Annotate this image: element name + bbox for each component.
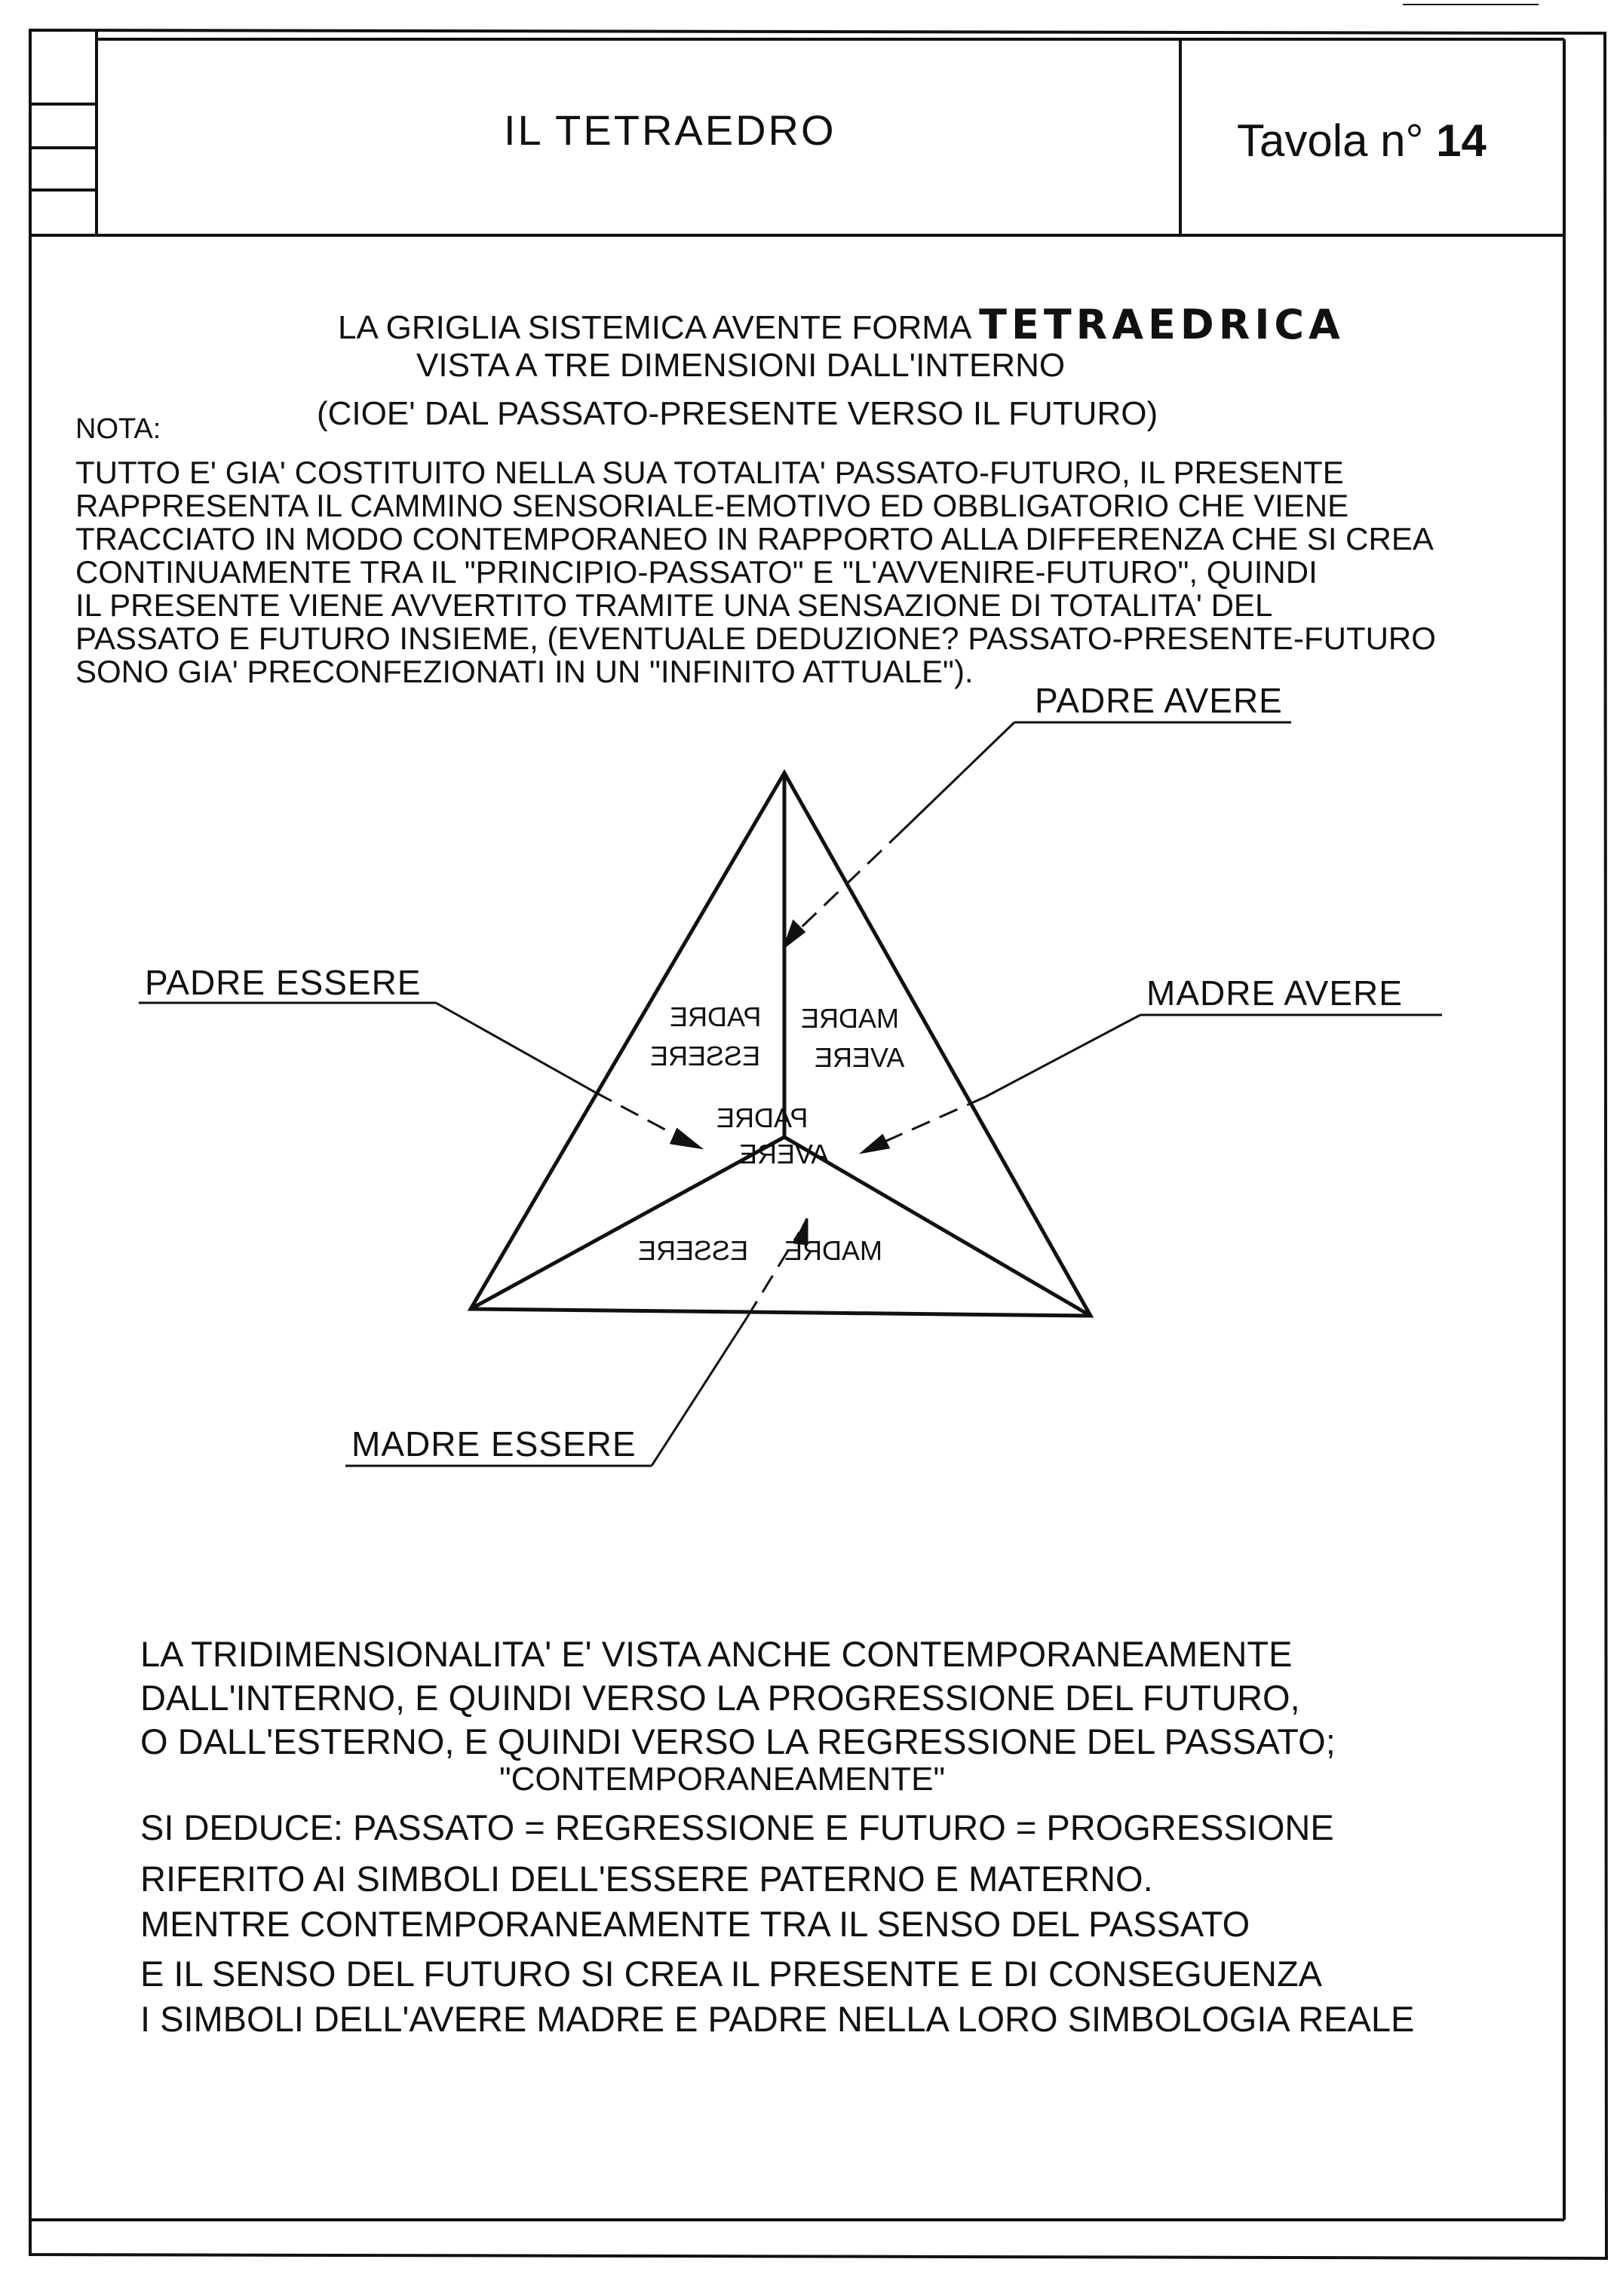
page-title: IL TETRAEDRO: [504, 106, 836, 154]
face-label-bottom-right: MADRE: [784, 1235, 883, 1266]
callout-madre-avere: MADRE AVERE: [1146, 973, 1403, 1013]
conclusion-line: RIFERITO AI SIMBOLI DELL'ESSERE PATERNO E MATERNO.: [140, 1859, 1153, 1899]
intro-line-3: (CIOE' DAL PASSATO-PRESENTE VERSO IL FUTURO): [317, 395, 1158, 432]
conclusion-line: SI DEDUCE: PASSATO = REGRESSIONE E FUTURO = PROGRESSIONE: [140, 1807, 1334, 1847]
callout-madre-essere: MADRE ESSERE: [351, 1424, 637, 1464]
callout-padre-avere: PADRE AVERE: [1035, 681, 1283, 720]
tetrahedron-diagram: [471, 773, 1091, 1316]
tavola-label: Tavola n°: [1237, 115, 1424, 166]
nota-line: IL PRESENTE VIENE AVVERTITO TRAMITE UNA SENSAZIONE DI TOTALITA' DEL: [75, 587, 1273, 623]
callout-leaders: [139, 722, 1442, 1466]
callout-padre-essere: PADRE ESSERE: [145, 963, 422, 1002]
nota-line: SONO GIA' PRECONFEZIONATI IN UN "INFINITO ATTUALE").: [75, 654, 974, 689]
face-label-center-upper: PADRE: [716, 1102, 808, 1133]
intro-heading-text: LA GRIGLIA SISTEMICA AVENTE FORMA: [338, 309, 970, 346]
tavola-number-label: [1237, 115, 1487, 167]
nota-line: TRACCIATO IN MODO CONTEMPORANEO IN RAPPORTO ALLA DIFFERENZA CHE SI CREA: [75, 521, 1434, 556]
nota-line: RAPPRESENTA IL CAMMINO SENSORIALE-EMOTIVO ED OBBLIGATORIO CHE VIENE: [75, 488, 1349, 523]
tetrahedron-left-edge: [471, 1137, 784, 1309]
face-label-bottom-left: ESSERE: [638, 1235, 749, 1266]
tetrahedron-outline: [471, 773, 1091, 1316]
face-label-right-upper: MADRE: [801, 1003, 900, 1034]
face-label-right-lower: AVERE: [815, 1042, 905, 1073]
conclusion-line: I SIMBOLI DELL'AVERE MADRE E PADRE NELLA LORO SIMBOLOGIA REALE: [140, 1999, 1415, 2039]
intro-line-2: VISTA A TRE DIMENSIONI DALL'INTERNO: [416, 347, 1066, 384]
conclusion-line: O DALL'ESTERNO, E QUINDI VERSO LA REGRESSIONE DEL PASSATO;: [140, 1721, 1336, 1761]
intro-heading-bold-word: TETRAEDRICA: [979, 301, 1345, 348]
conclusion-line: MENTRE CONTEMPORANEAMENTE TRA IL SENSO DEL PASSATO: [140, 1904, 1250, 1944]
tetrahedron-right-edge: [784, 1137, 1091, 1316]
conclusion-line: DALL'INTERNO, E QUINDI VERSO LA PROGRESSIONE DEL FUTURO,: [140, 1678, 1300, 1718]
nota-label: NOTA:: [75, 413, 161, 445]
face-label-center-lower: AVERE: [739, 1139, 830, 1169]
conclusion-line: E IL SENSO DEL FUTURO SI CREA IL PRESENTE E DI CONSEGUENZA: [140, 1954, 1322, 1994]
intro-heading: [338, 301, 1345, 348]
conclusion-line: LA TRIDIMENSIONALITA' E' VISTA ANCHE CONTEMPORANEAMENTE: [140, 1634, 1293, 1674]
tavola-number: 14: [1436, 115, 1487, 166]
face-label-left-lower: ESSERE: [650, 1041, 761, 1071]
nota-line: PASSATO E FUTURO INSIEME, (EVENTUALE DEDUZIONE? PASSATO-PRESENTE-FUTURO: [75, 621, 1436, 656]
conclusion-line: "CONTEMPORANEAMENTE": [499, 1761, 946, 1798]
nota-line: CONTINUAMENTE TRA IL "PRINCIPIO-PASSATO" E "L'AVVENIRE-FUTURO", QUINDI: [75, 554, 1318, 590]
nota-line: TUTTO E' GIA' COSTITUITO NELLA SUA TOTALITA' PASSATO-FUTURO, IL PRESENTE: [75, 455, 1344, 490]
face-label-left-upper: PADRE: [670, 1001, 762, 1032]
